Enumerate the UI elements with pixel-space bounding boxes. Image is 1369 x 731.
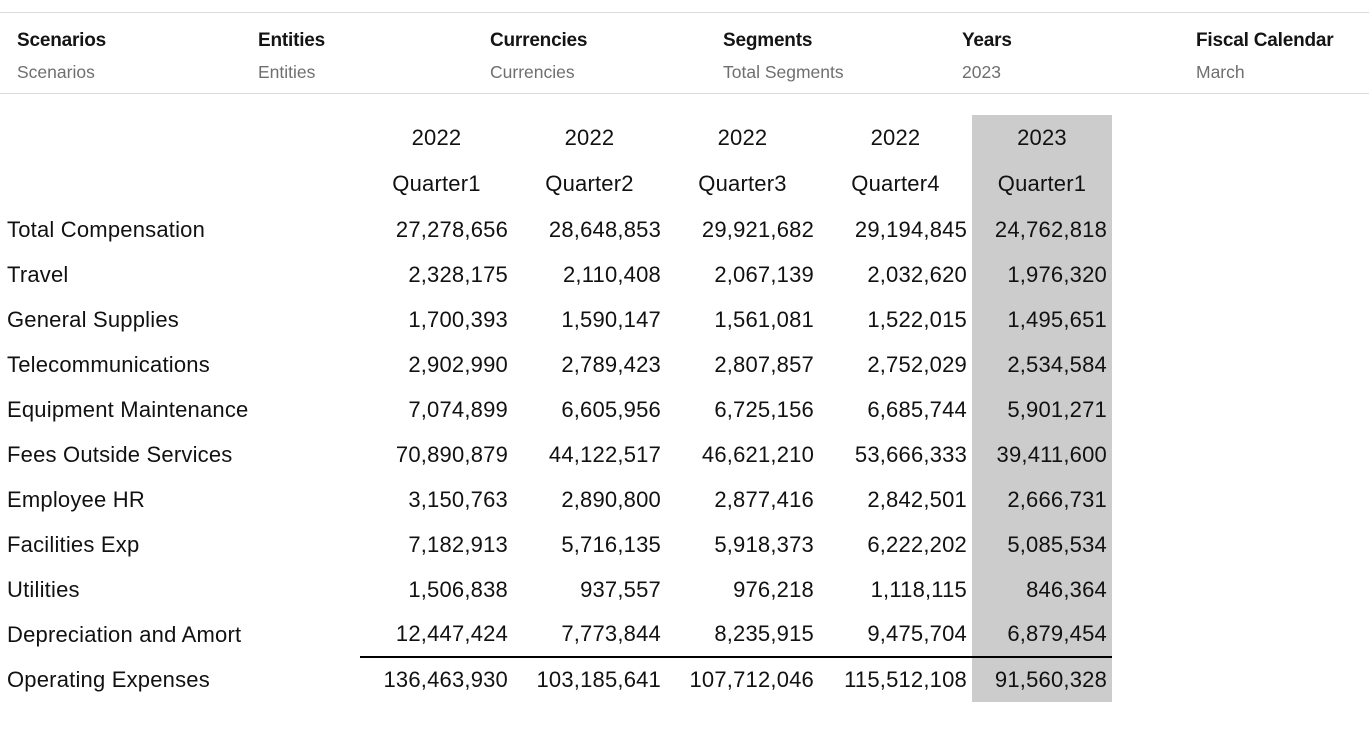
- pov-dimension-segments: [723, 13, 962, 82]
- table-row: [0, 252, 1112, 297]
- data-cell[interactable]: 8,235,915: [714, 621, 814, 646]
- pov-dimension-currencies: [490, 13, 723, 82]
- data-cell[interactable]: 103,185,641: [513, 657, 666, 702]
- data-cell[interactable]: 5,085,534: [972, 522, 1112, 567]
- pov-dimension-scenarios: [17, 13, 258, 82]
- pov-dimension-label: Entities: [258, 30, 326, 51]
- data-cell[interactable]: 6,605,956: [561, 396, 661, 422]
- row-label: General Supplies: [7, 306, 179, 332]
- pov-dimension-value[interactable]: Scenarios: [17, 62, 95, 82]
- data-cell[interactable]: 2,877,416: [714, 486, 814, 512]
- data-cell[interactable]: 1,118,115: [870, 576, 967, 602]
- data-cell[interactable]: 2,032,620: [867, 261, 967, 287]
- data-cell[interactable]: 1,522,015: [867, 306, 967, 332]
- data-cell[interactable]: 6,725,156: [714, 396, 814, 422]
- data-cell[interactable]: 3,150,763: [408, 486, 508, 512]
- row-label: Telecommunications: [7, 351, 210, 377]
- data-cell[interactable]: 7,074,899: [408, 396, 508, 422]
- data-cell[interactable]: 1,506,838: [408, 576, 508, 602]
- data-cell[interactable]: 2,067,139: [714, 261, 814, 287]
- table-row: [0, 432, 1112, 477]
- pov-dimension-value[interactable]: Entities: [258, 62, 316, 82]
- data-cell[interactable]: 5,901,271: [972, 387, 1112, 432]
- data-cell[interactable]: 1,976,320: [972, 252, 1112, 297]
- data-cell[interactable]: 6,222,202: [867, 531, 967, 557]
- table-row: [0, 477, 1112, 522]
- data-cell[interactable]: 7,182,913: [408, 531, 508, 557]
- data-cell[interactable]: 1,561,081: [714, 306, 814, 332]
- data-cell[interactable]: 2,666,731: [972, 477, 1112, 522]
- column-header-quarter: Quarter2: [545, 171, 634, 196]
- data-cell[interactable]: 2,890,800: [561, 486, 661, 512]
- pov-dimension-label: Currencies: [490, 30, 588, 51]
- pov-dimension-label: Years: [962, 30, 1012, 51]
- column-header-year: 2023: [972, 115, 1112, 161]
- table-row: [0, 297, 1112, 342]
- data-cell[interactable]: 6,879,454: [972, 612, 1112, 657]
- row-label: Fees Outside Services: [7, 441, 233, 467]
- header-spacer: [0, 115, 360, 161]
- data-cell[interactable]: 12,447,424: [395, 621, 508, 646]
- column-header-quarter: Quarter3: [698, 171, 787, 196]
- data-cell[interactable]: 29,921,682: [701, 216, 814, 242]
- data-cell[interactable]: 28,648,853: [548, 216, 661, 242]
- data-cell[interactable]: 7,773,844: [561, 621, 661, 646]
- data-cell[interactable]: 1,495,651: [972, 297, 1112, 342]
- row-label: Employee HR: [7, 486, 145, 512]
- data-cell[interactable]: 136,463,930: [360, 657, 513, 702]
- data-cell[interactable]: 46,621,210: [701, 441, 814, 467]
- row-label: Total Compensation: [7, 216, 206, 242]
- pov-dimension-label: Segments: [723, 30, 813, 51]
- data-cell[interactable]: 5,716,135: [561, 531, 661, 557]
- data-cell[interactable]: 2,752,029: [867, 351, 967, 377]
- data-cell[interactable]: 2,807,857: [714, 351, 814, 377]
- data-cell[interactable]: 5,918,373: [714, 531, 814, 557]
- column-header-year: 2022: [870, 125, 921, 150]
- table-row: [0, 522, 1112, 567]
- row-label: Operating Expenses: [7, 666, 210, 692]
- pov-dimension-label: Fiscal Calendar: [1196, 30, 1334, 51]
- header-row: [0, 161, 1112, 207]
- column-header-year: 2022: [411, 125, 462, 150]
- row-label: Equipment Maintenance: [7, 396, 249, 422]
- column-header-year: 2022: [564, 125, 615, 150]
- header-row: [0, 115, 1112, 161]
- pov-dimension-fiscal-calendar: [1196, 13, 1369, 82]
- data-cell[interactable]: 44,122,517: [548, 441, 661, 467]
- table-row: [0, 387, 1112, 432]
- data-cell[interactable]: 2,110,408: [562, 261, 661, 287]
- table-row: [0, 612, 1112, 657]
- pov-dimension-years: [962, 13, 1196, 82]
- row-label: Depreciation and Amort: [7, 621, 242, 647]
- pov-bar: [0, 12, 1369, 94]
- data-cell[interactable]: 937,557: [580, 576, 661, 602]
- data-cell[interactable]: 70,890,879: [395, 441, 508, 467]
- column-header-quarter: Quarter1: [392, 171, 481, 196]
- column-header-quarter: Quarter1: [972, 161, 1112, 207]
- data-cell[interactable]: 846,364: [972, 567, 1112, 612]
- column-header-year: 2022: [717, 125, 768, 150]
- data-cell[interactable]: 9,475,704: [867, 621, 967, 646]
- table-row: [0, 342, 1112, 387]
- pov-dimension-entities: [258, 13, 490, 82]
- row-label: Utilities: [7, 576, 80, 602]
- pov-dimension-value[interactable]: March: [1196, 62, 1245, 82]
- row-label: Travel: [7, 261, 69, 287]
- data-cell[interactable]: 976,218: [733, 576, 814, 602]
- pov-dimension-value[interactable]: Currencies: [490, 62, 575, 82]
- data-cell[interactable]: 115,512,108: [819, 657, 972, 702]
- data-cell[interactable]: 2,534,584: [972, 342, 1112, 387]
- column-header-quarter: Quarter4: [851, 171, 940, 196]
- pov-dimension-label: Scenarios: [17, 30, 107, 51]
- header-spacer: [0, 161, 360, 207]
- table-row: [0, 567, 1112, 612]
- financial-grid: [0, 115, 1112, 702]
- data-cell[interactable]: 2,789,423: [561, 351, 661, 377]
- data-cell[interactable]: 107,712,046: [666, 657, 819, 702]
- table-row: [0, 657, 1112, 702]
- data-cell[interactable]: 27,278,656: [395, 216, 508, 242]
- data-cell[interactable]: 2,902,990: [408, 351, 508, 377]
- table-row: [0, 207, 1112, 252]
- data-cell[interactable]: 1,700,393: [408, 306, 508, 332]
- row-label: Facilities Exp: [7, 531, 140, 557]
- data-cell[interactable]: 53,666,333: [854, 441, 967, 467]
- data-cell[interactable]: 24,762,818: [972, 207, 1112, 252]
- data-cell[interactable]: 39,411,600: [972, 432, 1112, 477]
- data-cell[interactable]: 6,685,744: [867, 396, 967, 422]
- pov-dimension-value[interactable]: Total Segments: [723, 62, 844, 82]
- pov-dimension-value[interactable]: 2023: [962, 62, 1001, 82]
- data-cell[interactable]: 1,590,147: [561, 306, 661, 332]
- data-cell[interactable]: 29,194,845: [854, 216, 967, 242]
- data-cell[interactable]: 2,328,175: [408, 261, 508, 287]
- data-cell[interactable]: 2,842,501: [867, 486, 967, 512]
- data-cell[interactable]: 91,560,328: [972, 657, 1112, 702]
